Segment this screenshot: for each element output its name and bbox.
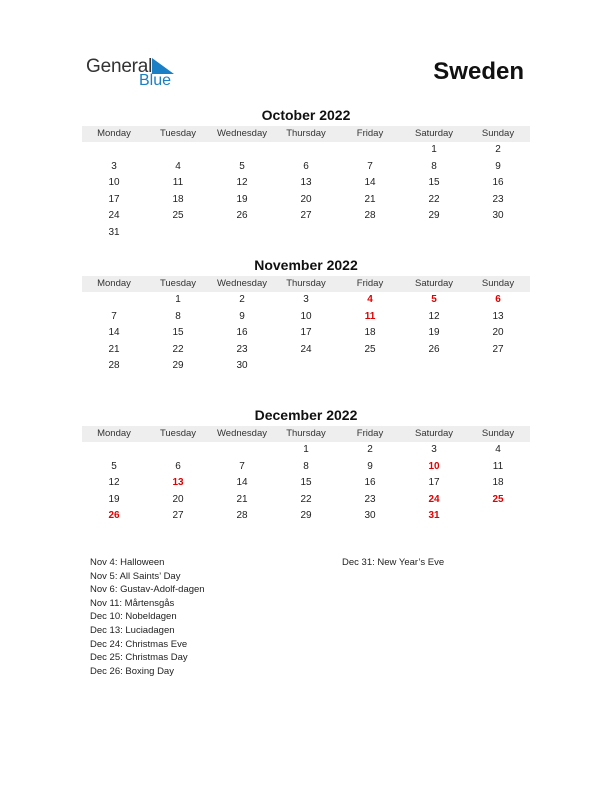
empty-cell (274, 225, 338, 242)
day-cell: 30 (236, 360, 248, 372)
day-cell: 12 (236, 177, 248, 189)
weekday-label: Monday (97, 278, 131, 289)
month-october (82, 106, 530, 242)
month-title: December 2022 (254, 407, 358, 423)
day-cell: 12 (428, 310, 440, 322)
holiday-item: Dec 26: Boxing Day (90, 665, 174, 677)
empty-cell (82, 442, 146, 459)
day-cell: 31 (108, 226, 120, 238)
week-row (82, 492, 530, 509)
week-row (82, 342, 530, 359)
empty-cell (146, 142, 210, 159)
day-cell: 8 (431, 160, 437, 172)
day-cell: 25 (492, 493, 504, 505)
day-cell: 27 (172, 510, 184, 522)
day-cell: 15 (172, 327, 184, 339)
day-cell: 26 (108, 510, 120, 522)
week-row (82, 175, 530, 192)
day-cell: 29 (172, 360, 184, 372)
day-cell: 23 (236, 343, 248, 355)
day-cell: 20 (300, 193, 312, 205)
holiday-item: Dec 31: New Year’s Eve (342, 557, 445, 568)
day-cell: 3 (303, 294, 309, 305)
weekday-label: Tuesday (159, 128, 197, 139)
empty-cell (466, 508, 530, 525)
day-cell: 11 (364, 310, 376, 322)
day-cell: 28 (236, 510, 248, 522)
day-cell: 5 (431, 294, 437, 305)
day-cell: 26 (236, 210, 248, 222)
empty-cell (402, 358, 466, 375)
empty-cell (146, 225, 210, 242)
day-cell: 3 (431, 444, 437, 455)
weekday-label: Monday (97, 128, 131, 139)
empty-cell (466, 358, 530, 375)
weekday-label: Thursday (286, 128, 326, 139)
day-cell: 25 (364, 343, 376, 355)
day-cell: 9 (367, 460, 373, 472)
week-row (82, 192, 530, 209)
empty-cell (338, 142, 402, 159)
day-cell: 31 (428, 510, 440, 522)
month-title: November 2022 (254, 257, 358, 273)
holiday-item: Dec 13: Luciadagen (90, 624, 175, 636)
empty-cell (210, 442, 274, 459)
day-cell: 17 (428, 477, 440, 489)
empty-cell (274, 142, 338, 159)
empty-cell (210, 225, 274, 242)
month-november (82, 256, 530, 375)
day-cell: 13 (172, 477, 184, 489)
day-cell: 30 (364, 510, 376, 522)
day-cell: 27 (300, 210, 312, 222)
weekday-label: Wednesday (217, 278, 267, 289)
day-cell: 20 (492, 327, 504, 339)
day-cell: 7 (239, 460, 245, 472)
weekday-label: Wednesday (217, 428, 267, 439)
day-cell: 1 (431, 144, 437, 155)
day-cell: 7 (367, 160, 373, 172)
day-cell: 23 (492, 193, 504, 205)
day-cell: 11 (492, 460, 504, 472)
day-cell: 21 (364, 193, 376, 205)
day-cell: 19 (428, 327, 440, 339)
empty-cell (338, 225, 402, 242)
day-cell: 24 (108, 210, 120, 222)
holiday-item: Dec 10: Nobeldagen (90, 611, 177, 623)
weekday-label: Thursday (286, 278, 326, 289)
weekday-label: Sunday (481, 428, 515, 439)
day-cell: 21 (108, 343, 120, 355)
month-december (82, 406, 530, 525)
day-cell: 30 (492, 210, 504, 222)
logo (86, 56, 186, 92)
day-cell: 8 (303, 460, 309, 472)
day-cell: 29 (300, 510, 312, 522)
week-row (82, 442, 530, 459)
weekday-label: Saturday (414, 128, 454, 139)
day-cell: 12 (108, 477, 120, 489)
day-cell: 5 (111, 460, 117, 472)
day-cell: 8 (175, 310, 181, 322)
day-cell: 24 (428, 493, 440, 505)
day-cell: 26 (428, 343, 440, 355)
day-cell: 13 (300, 177, 312, 189)
weekday-header (82, 126, 530, 142)
day-cell: 28 (108, 360, 120, 372)
day-cell: 10 (108, 177, 120, 189)
day-cell: 22 (300, 493, 312, 505)
holiday-item: Nov 11: Mårtensgås (90, 597, 175, 609)
day-cell: 1 (175, 294, 181, 305)
week-row (82, 292, 530, 309)
day-cell: 27 (492, 343, 504, 355)
day-cell: 20 (172, 493, 184, 505)
day-cell: 7 (111, 310, 117, 322)
day-cell: 24 (300, 343, 312, 355)
empty-cell (466, 225, 530, 242)
week-row (82, 225, 530, 242)
day-cell: 17 (300, 327, 312, 339)
day-cell: 22 (172, 343, 184, 355)
holiday-item: Dec 25: Christmas Day (90, 652, 188, 664)
holiday-list (90, 556, 205, 678)
weekday-label: Sunday (481, 128, 515, 139)
day-cell: 14 (364, 177, 376, 189)
day-cell: 15 (300, 477, 312, 489)
day-cell: 25 (172, 210, 184, 222)
month-title: October 2022 (261, 107, 351, 123)
day-cell: 21 (236, 493, 248, 505)
day-cell: 6 (495, 294, 501, 305)
weekday-label: Tuesday (159, 278, 197, 289)
week-row (82, 358, 530, 375)
day-cell: 1 (303, 444, 309, 455)
day-cell: 6 (175, 460, 181, 472)
week-row (82, 142, 530, 159)
day-cell: 10 (300, 310, 312, 322)
holiday-item: Nov 4: Halloween (90, 557, 165, 568)
weekday-label: Friday (356, 278, 384, 289)
weekday-label: Saturday (414, 428, 454, 439)
day-cell: 19 (108, 493, 120, 505)
weekday-label: Wednesday (217, 128, 267, 139)
day-cell: 3 (111, 160, 117, 172)
day-cell: 2 (495, 144, 501, 155)
weekday-label: Monday (97, 428, 131, 439)
weekday-label: Saturday (414, 278, 454, 289)
week-row (82, 508, 530, 525)
week-row (82, 459, 530, 476)
day-cell: 2 (239, 294, 245, 305)
day-cell: 23 (364, 493, 376, 505)
day-cell: 16 (364, 477, 376, 489)
empty-cell (338, 358, 402, 375)
weekday-label: Friday (356, 428, 384, 439)
page-title: Sweden (433, 58, 524, 85)
week-row (82, 208, 530, 225)
day-cell: 11 (172, 177, 184, 189)
empty-cell (274, 358, 338, 375)
day-cell: 4 (367, 294, 373, 305)
day-cell: 22 (428, 193, 440, 205)
day-cell: 5 (239, 160, 245, 172)
week-row (82, 325, 530, 342)
weekday-label: Thursday (286, 428, 326, 439)
logo-text-blue: Blue (139, 72, 172, 89)
empty-cell (82, 292, 146, 309)
day-cell: 29 (428, 210, 440, 222)
weekday-header (82, 276, 530, 292)
logo-text-general: General (86, 56, 153, 77)
day-cell: 9 (495, 160, 501, 172)
day-cell: 18 (364, 327, 376, 339)
holiday-item: Dec 24: Christmas Eve (90, 638, 188, 650)
day-cell: 17 (108, 193, 120, 205)
day-cell: 16 (492, 177, 504, 189)
day-cell: 13 (492, 310, 504, 322)
day-cell: 4 (175, 160, 181, 172)
weekday-header (82, 426, 530, 442)
day-cell: 9 (239, 310, 245, 322)
holiday-item: Nov 6: Gustav-Adolf-dagen (90, 584, 205, 596)
day-cell: 18 (492, 477, 504, 489)
day-cell: 28 (364, 210, 376, 222)
day-cell: 10 (428, 460, 440, 472)
weekday-label: Sunday (481, 278, 515, 289)
week-row (82, 159, 530, 176)
day-cell: 18 (172, 193, 184, 205)
day-cell: 19 (236, 193, 248, 205)
day-cell: 2 (367, 444, 373, 455)
holiday-item: Nov 5: All Saints’ Day (90, 570, 181, 582)
weekday-label: Tuesday (159, 428, 197, 439)
day-cell: 15 (428, 177, 440, 189)
week-row (82, 475, 530, 492)
empty-cell (146, 442, 210, 459)
holiday-list-secondary (342, 556, 444, 570)
weekday-label: Friday (356, 128, 384, 139)
empty-cell (82, 142, 146, 159)
day-cell: 14 (236, 477, 248, 489)
day-cell: 14 (108, 327, 120, 339)
day-cell: 16 (236, 327, 248, 339)
empty-cell (402, 225, 466, 242)
day-cell: 6 (303, 160, 309, 172)
week-row (82, 309, 530, 326)
day-cell: 4 (495, 444, 501, 455)
empty-cell (210, 142, 274, 159)
